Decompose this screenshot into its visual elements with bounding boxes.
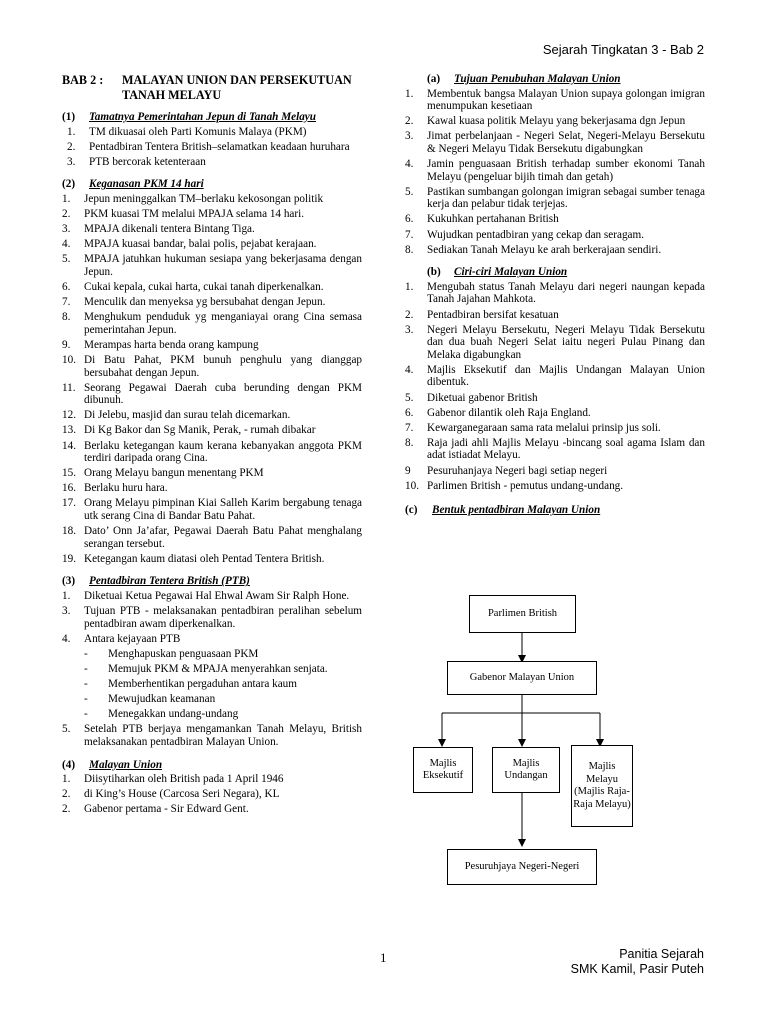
org-box-undangan: Majlis Undangan [492,747,560,793]
list-text: Raja jadi ahli Majlis Melayu -bincang soal agama Islam dan adat istiadat Melayu. [427,436,705,462]
list-item [405,115,705,128]
section-2-list [62,193,362,565]
list-number: 2. [405,308,414,321]
list-dash: - [84,693,88,706]
list-dash: - [84,678,88,691]
list-item [62,605,362,630]
list-text: Menculik dan menyeksa yg bersubahat dengan Jepun. [84,296,326,309]
org-box-eksekutif: Majlis Eksekutif [413,747,473,793]
list-item [62,409,362,422]
list-item [62,311,362,336]
list-number: 11. [62,381,76,394]
list-item [62,497,362,522]
list-number: 8. [62,311,71,324]
list-number: 2. [62,788,71,801]
list-number: 1. [405,87,414,100]
list-text: Gabenor pertama - Sir Edward Gent. [84,803,249,816]
list-item [62,424,362,437]
list-item [405,480,705,493]
chapter-heading: MALAYAN UNION DAN PERSEKUTUAN TANAH MELAYU [122,73,352,102]
list-item [62,467,362,480]
list-number: 2. [62,208,71,221]
section-3-sublist [84,648,362,721]
list-text: TM dikuasai oleh Parti Komunis Malaya (PKM) [89,125,307,138]
list-text: Ketegangan kaum diatasi oleh Pentad Tentera British. [84,552,325,565]
list-number: 2. [67,140,76,153]
list-text: Tujuan PTB - melaksanakan pentadbiran peralihan sebelum pentadbiran awam diperkenalkan. [84,605,362,630]
list-text: Memberhentikan pergaduhan antara kaum [108,678,297,691]
list-text: MPAJA jatuhkan hukuman sesiapa yang bekerjasama dengan Jepun. [84,253,362,278]
list-text: Sediakan Tanah Melayu ke arah berkerajaan sendiri. [427,243,662,256]
list-text: Kewarganegaraan sama rata melalui prinsip jus soli. [427,421,661,434]
list-text: Pentadbiran bersifat kesatuan [427,308,559,321]
list-number: 15. [62,467,76,480]
list-item [405,309,705,322]
section-1-list [62,126,362,169]
sub-list-item [84,708,362,721]
list-text: Jamin penguasaan British terhadap sumber ekonomi Tanah Melayu (pengeluar bijih timah dan getah) [427,158,705,183]
list-item [62,126,362,139]
list-text: MPAJA kuasai bandar, balai polis, pejabat kerajaan. [84,238,317,251]
list-number: 8. [405,436,414,449]
list-text: Menghapuskan penguasaan PKM [108,647,259,660]
list-number: 6. [62,281,71,294]
list-item [405,244,705,257]
list-text: Pentadbiran Tentera British–selamatkan keadaan huruhara [89,140,350,153]
list-item [62,193,362,206]
org-box-gabenor: Gabenor Malayan Union [447,661,597,695]
list-number: 10. [62,354,76,366]
list-number: 1. [405,280,414,293]
list-item [62,525,362,550]
list-text: Gabenor dilantik oleh Raja England. [427,406,591,419]
sub-list-item [84,678,362,691]
page-number: 1 [380,950,387,965]
list-item [62,223,362,236]
list-item [62,281,362,294]
list-text: Pastikan sumbangan golongan imigran sebagai sumber tenaga kerja dan pelabur tidak terjejas. [427,185,705,211]
list-text: Negeri Melayu Bersekutu, Negeri Melayu Tidak Bersekutu dan dua buah Negeri Selat iaitu negeri Pulau Pinang dan Melaka digabungkan [427,323,705,361]
page-header: Sejarah Tingkatan 3 - Bab 2 [542,42,704,57]
list-item [405,186,705,211]
list-number: 4. [62,238,71,251]
list-item [62,354,362,379]
section-heading-c: (c) Bentuk pentadbiran Malayan Union [405,504,601,517]
chapter-label: BAB 2 : [62,73,104,87]
list-number: 12. [62,409,76,422]
list-item [405,465,705,478]
list-number: 6. [405,213,414,226]
list-text: Kukuhkan pertahanan British [427,213,559,226]
list-text: Kawal kuasa politik Melayu yang bekerjasama dgn Jepun [427,115,686,128]
list-text: Di Kg Bakor dan Sg Manik, Perak, - rumah dibakar [84,424,316,437]
sub-list-item [84,663,362,676]
org-chart [405,585,705,905]
list-text: Menegakkan undang-undang [108,708,239,721]
list-item [405,213,705,226]
section-heading-1: (1) Tamatnya Pemerintahan Jepun di Tanah Melayu [62,111,316,123]
list-item [405,364,705,389]
list-item [405,229,705,242]
list-number: 4. [62,632,71,645]
page-footer: Panitia Sejarah SMK Kamil, Pasir Puteh [570,947,704,976]
org-box-parlimen: Parlimen British [469,595,576,633]
list-text: Orang Melayu pimpinan Kiai Salleh Karim bergabung tenaga utk serang Cina di Bandar Batu Pahat. [84,497,362,523]
list-item [62,723,362,748]
list-number: 3. [62,605,71,618]
list-number: 8. [405,243,414,256]
list-item [405,324,705,362]
list-number: 13. [62,424,76,437]
list-text: Pesuruhanjaya Negeri bagi setiap negeri [427,464,608,477]
list-number: 7. [405,421,414,434]
section-heading-b: (b) Ciri-ciri Malayan Union [427,266,568,279]
list-text: Orang Melayu bangun menentang PKM [84,467,264,480]
list-text: Mengubah status Tanah Melayu dari negeri naungan kepada Tanah Jajahan Mahkota. [427,280,705,306]
list-item [405,392,705,405]
list-text: Antara kejayaan PTB [84,632,181,645]
list-number: 5. [62,723,71,736]
list-text: PKM kuasai TM melalui MPAJA selama 14 hari. [84,208,305,221]
list-item [62,590,362,603]
list-item [62,339,362,352]
list-number: 3. [67,155,76,168]
list-text: Dato’ Onn Ja’afar, Pegawai Daerah Batu Pahat menghalang serangan tersebut. [84,525,362,550]
list-text: Seorang Pegawai Daerah cuba berunding dengan PKM dibunuh. [84,381,362,407]
list-number: 4. [405,363,414,376]
list-text: MPAJA dikenali tentera Bintang Tiga. [84,223,255,236]
list-number: 19. [62,552,76,565]
list-number: 18. [62,525,76,538]
list-item [62,156,362,169]
list-item [62,238,362,251]
list-item [405,158,705,183]
list-text: Jimat perbelanjaan - Negeri Selat, Negeri-Melayu Bersekutu & Negeri Melayu Tidak Bersekutu digabungkan [427,130,705,155]
list-text: Diketuai gabenor British [427,391,538,404]
list-number: 6. [405,406,414,419]
list-number: 1. [62,192,71,205]
chapter-title [62,73,362,103]
list-number: 3. [62,223,71,236]
list-text: Di Jelebu, masjid dan surau telah dicemarkan. [84,409,291,422]
sub-list-item [84,648,362,661]
list-text: Berlaku huru hara. [84,482,168,495]
section-heading-4: (4) Malayan Union [62,758,163,771]
list-item [62,382,362,407]
list-text: Jepun meninggalkan TM–berlaku kekosongan politik [84,192,324,205]
list-item [62,208,362,221]
list-item [405,437,705,462]
list-item [62,553,362,566]
right-column [405,73,705,519]
list-number: 16. [62,482,76,495]
list-number: 1. [62,590,71,602]
list-text: Memujuk PKM & MPAJA menyerahkan senjata. [108,662,328,675]
section-a-list [405,88,705,257]
list-text: Wujudkan pentadbiran yang cekap dan seragam. [427,228,644,241]
list-item [405,422,705,435]
list-number: 1. [62,773,71,786]
list-text: Cukai kepala, cukai harta, cukai tanah diperkenalkan. [84,281,324,294]
section-heading-2: (2) Keganasan PKM 14 hari [62,178,204,191]
list-number: 9. [62,338,71,351]
list-item [62,788,362,801]
list-number: 5. [62,253,71,266]
list-number: 10. [405,479,419,492]
left-column [62,73,362,818]
list-number: 7. [62,296,71,309]
list-item [62,296,362,309]
org-box-pesuruhjaya: Pesuruhjaya Negeri-Negeri [447,849,597,885]
list-item [405,130,705,155]
section-heading-3: (3) Pentadbiran Tentera British (PTB) [62,575,250,588]
list-dash: - [84,662,88,675]
list-text: Mewujudkan keamanan [108,693,216,706]
list-text: Diisytiharkan oleh British pada 1 April 1946 [84,773,284,786]
list-item [62,253,362,278]
list-dash: - [84,647,88,660]
section-heading-a: (a) Tujuan Penubuhan Malayan Union [427,73,621,85]
list-item [62,141,362,154]
list-number: 14. [62,439,76,452]
list-number: 2. [62,803,71,816]
list-number: 9 [405,464,411,477]
list-text: di King’s House (Carcosa Seri Negara), KL [84,788,280,801]
list-text: PTB bercorak ketenteraan [89,155,206,168]
list-item [405,407,705,420]
list-text: Parlimen British - pemutus undang-undang. [427,479,624,492]
org-box-majlis-melayu: Majlis Melayu (Majlis Raja-Raja Melayu) [571,745,633,827]
section-3-list-continued [62,723,362,748]
list-number: 5. [405,185,414,198]
list-item [62,803,362,816]
list-text: Merampas harta benda orang kampung [84,338,259,351]
list-number: 17. [62,497,76,510]
section-3-list [62,590,362,645]
list-text: Berlaku ketegangan kaum kerana kebanyakan anggota PKM terdiri daripada orang Cina. [84,439,362,465]
list-dash: - [84,708,88,721]
list-text: Menghukum penduduk yg menganiayai orang Cina semasa pemerintahan Jepun. [84,311,362,336]
list-number: 1. [67,125,76,138]
list-text: Diketuai Ketua Pegawai Hal Ehwal Awam Sir Ralph Hone. [84,590,350,602]
list-text: Di Batu Pahat, PKM bunuh penghulu yang dianggap bersubahat dengan Jepun. [84,354,362,379]
list-number: 5. [405,391,414,404]
list-item [62,482,362,495]
list-number: 7. [405,228,414,241]
list-text: Majlis Eksekutif dan Majlis Undangan Malayan Union dibentuk. [427,363,705,389]
list-item [62,633,362,646]
list-number: 4. [405,158,414,171]
list-number: 2. [405,115,414,128]
list-item [405,88,705,113]
section-4-list [62,773,362,816]
section-b-list [405,281,705,492]
list-text: Setelah PTB berjaya mengamankan Tanah Melayu, British melaksanakan pentadbiran Malayan Union. [84,723,362,748]
list-number: 3. [405,130,414,143]
list-number: 3. [405,323,414,336]
list-item [62,773,362,786]
list-text: Membentuk bangsa Malayan Union supaya golongan imigran menumpukan kesetiaan [427,87,705,113]
sub-list-item [84,693,362,706]
list-item [62,440,362,465]
list-item [405,281,705,306]
